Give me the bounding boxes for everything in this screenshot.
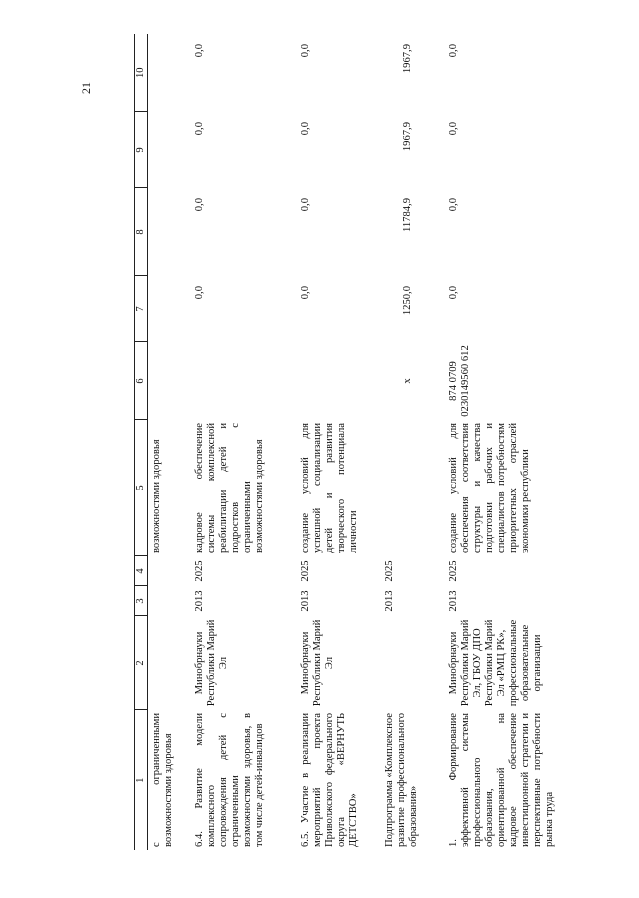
start-year-cell: 2013 <box>383 590 395 612</box>
value-cell: 0,0 <box>193 44 205 58</box>
budget-code-cell: x <box>401 378 413 384</box>
value-cell: 0,0 <box>299 286 311 300</box>
table-row <box>188 34 294 850</box>
value-cell <box>148 34 188 112</box>
column-header: 5 <box>135 420 148 556</box>
end-year-cell: 2025 <box>299 560 311 582</box>
result-cell: создание условий для успешной социализации детей и развития творческого потенциала личности <box>299 423 359 553</box>
budget-code-cell <box>148 342 188 420</box>
column-header: 8 <box>135 188 148 276</box>
budget-code-cell <box>294 342 378 420</box>
value-cell: 1967,9 <box>401 44 413 74</box>
result-cell: кадровое обеспечение системы комплексной реабилитации детей и подростков с ограниченными возможностями здоровья <box>193 423 265 553</box>
value-cell: 0,0 <box>299 198 311 212</box>
value-cell: 0,0 <box>193 286 205 300</box>
column-header: 1 <box>135 710 148 850</box>
end-year-cell: 2025 <box>383 560 395 582</box>
budget-code-cell <box>188 342 294 420</box>
value-cell: 0,0 <box>193 122 205 136</box>
column-header: 2 <box>135 616 148 710</box>
value-cell: 1250,0 <box>401 286 413 316</box>
result-cell <box>378 420 442 556</box>
start-year-cell: 2013 <box>299 590 311 612</box>
value-cell: 0,0 <box>299 44 311 58</box>
executor-cell: Минобрнауки Республики Марий Эл <box>299 619 335 707</box>
executor-cell: Минобрнауки Республики Марий Эл, ГБОУ ДПО Республики Марий Эл «РМЦ РК», профессиональные образовательные организации <box>447 619 543 707</box>
column-header: 3 <box>135 586 148 616</box>
column-header: 10 <box>135 34 148 112</box>
value-cell: 0,0 <box>447 44 459 58</box>
table-row <box>148 34 188 850</box>
column-header: 7 <box>135 276 148 342</box>
table-row <box>378 34 442 850</box>
start-year-cell: 2013 <box>447 590 459 612</box>
column-number-row <box>135 34 148 850</box>
measure-cell: 6.5. Участие в реализации мероприятий проекта Приволжского федерального округа «ВЕРНУТЬ ДЕТСТВО» <box>299 713 359 847</box>
table-row <box>294 34 378 850</box>
value-cell: 0,0 <box>447 198 459 212</box>
value-cell <box>148 188 188 276</box>
value-cell: 0,0 <box>299 122 311 136</box>
end-year-cell <box>148 556 188 586</box>
start-year-cell <box>148 586 188 616</box>
value-cell <box>148 276 188 342</box>
value-cell: 0,0 <box>447 122 459 136</box>
start-year-cell: 2013 <box>193 590 205 612</box>
result-cell: создание условий для обеспечения соответствия структуры и качества подготовки рабочих и специалистов потребностям приоритетных отраслей экономики республики <box>447 423 531 553</box>
table-row <box>442 34 582 850</box>
value-cell: 11784,9 <box>401 198 413 233</box>
executor-cell: Минобрнауки Республики Марий Эл <box>193 619 229 707</box>
measure-cell: с ограниченными возможностями здоровья <box>151 713 174 847</box>
value-cell: 0,0 <box>193 198 205 212</box>
measure-cell: 1. Формирование эффективной системы профессионального образования, ориентированной на кадровое обеспечение инвестиционной стратегии и перспективные потребности рынка труда <box>447 713 555 847</box>
rotated-table-page <box>134 34 634 850</box>
value-cell: 0,0 <box>447 286 459 300</box>
end-year-cell: 2025 <box>193 560 205 582</box>
measure-cell: Подпрограмма «Комплексное развитие профессионального образования» <box>383 713 419 847</box>
budget-code-cell: 874 0709 0230149560 612 <box>447 345 471 417</box>
result-cell: возможностями здоровья <box>151 439 162 553</box>
page-number: 21 <box>79 82 93 94</box>
end-year-cell: 2025 <box>447 560 459 582</box>
value-cell: 1967,9 <box>401 122 413 152</box>
value-cell <box>148 112 188 188</box>
column-header: 4 <box>135 556 148 586</box>
measure-cell: 6.4. Развитие модели комплексного сопровождения детей с ограниченными возможностями здоровья, в том числе детей-инвалидов <box>193 713 265 847</box>
column-header: 9 <box>135 112 148 188</box>
program-table <box>134 34 582 850</box>
column-header: 6 <box>135 342 148 420</box>
executor-cell <box>378 616 442 710</box>
executor-cell <box>148 616 188 710</box>
